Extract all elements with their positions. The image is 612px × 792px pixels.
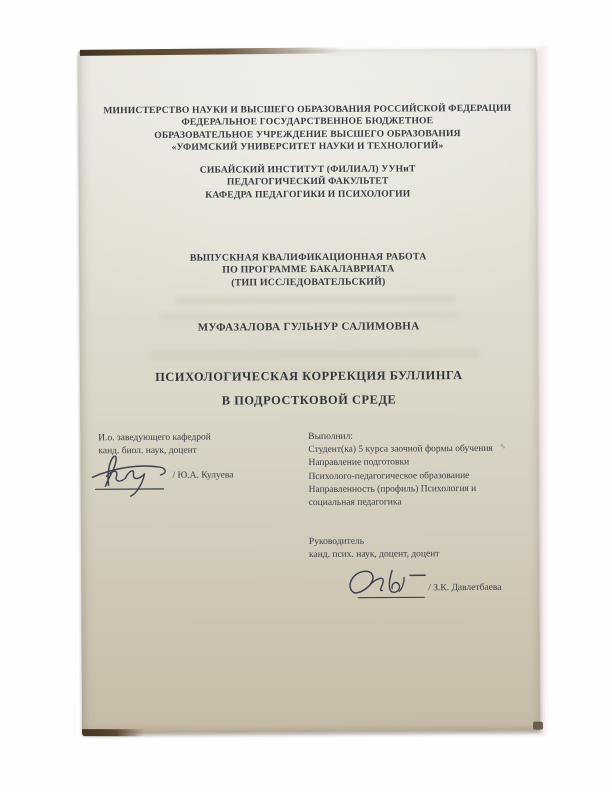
performer-block (308, 430, 533, 511)
thesis-title-line: ПСИХОЛОГИЧЕСКАЯ КОРРЕКЦИЯ БУЛЛИНГА (155, 368, 463, 384)
institute-line: СИБАЙСКИЙ ИНСТИТУТ (ФИЛИАЛ) УУНиТ (199, 163, 416, 176)
work-type-line: ВЫПУСКНАЯ КВАЛИФИКАЦИОННАЯ РАБОТА (189, 251, 427, 264)
performer-line: Психолого-педагогическое образование (308, 470, 470, 482)
supervisor-signature-name: / З.К. Давлетбаева (428, 582, 502, 594)
ministry-line: ОБРАЗОВАТЕЛЬНОЕ УЧРЕЖДЕНИЕ ВЫСШЕГО ОБРАЗОВАНИЯ (154, 127, 461, 141)
supervisor-block (309, 535, 534, 563)
ministry-header (78, 103, 536, 155)
bleed-through-smudge (150, 349, 480, 360)
ministry-line: ФЕДЕРАЛЬНОЕ ГОСУДАРСТВЕННОЕ БЮДЖЕТНОЕ (181, 115, 434, 129)
page-top-edge (80, 47, 342, 56)
page-bottom-left-edge (82, 729, 144, 736)
thesis-title (80, 363, 538, 414)
thesis-title-line: В ПОДРОСТКОВОЙ СРЕДЕ (221, 392, 397, 408)
page-corner-mark (533, 722, 543, 730)
performer-line: Направленность (профиль) Психология и (308, 483, 477, 495)
approval-position: И.о. заведующего кафедрой (98, 432, 211, 444)
performer-line: Студент(ка) 5 курса заочной формы обучения (308, 444, 493, 456)
institute-line: КАФЕДРА ПЕДАГОГИКИ И ПСИХОЛОГИИ (205, 187, 411, 201)
ministry-line: «УФИМСКИЙ УНИВЕРСИТЕТ НАУКИ И ТЕХНОЛОГИЙ» (171, 140, 444, 153)
performer-label: Выполнил: (308, 431, 354, 443)
thesis-title-page (78, 49, 540, 734)
work-type-line: ПО ПРОГРАММЕ БАКАЛАВРИАТА (222, 263, 395, 276)
performer-line: Направление подготовки (308, 457, 410, 469)
supervisor-degree: канд. псих. наук, доцент, доцент (308, 549, 440, 561)
institute-line: ПЕДАГОГИЧЕСКИЙ ФАКУЛЬТЕТ (226, 175, 389, 188)
institute-header (79, 163, 537, 203)
author-name: МУФАЗАЛОВА ГУЛЬНУР САЛИМОВНА (197, 320, 420, 334)
approval-signature-name: / Ю.А. Кулуева (172, 470, 234, 481)
work-type-line: (ТИП ИССЛЕДОВАТЕЛЬСКИЙ) (231, 276, 386, 289)
approval-degree: канд. биол. наук, доцент (98, 445, 197, 457)
supervisor-label: Руководитель (308, 536, 365, 548)
ministry-line: МИНИСТЕРСТВО НАУКИ И ВЫСШЕГО ОБРАЗОВАНИЯ РОССИЙСКОЙ ФЕДЕРАЦИИ (103, 102, 512, 117)
work-type-block (79, 251, 537, 291)
bleed-through-smudge (174, 295, 454, 305)
performer-line: социальная педагогика (308, 497, 402, 509)
